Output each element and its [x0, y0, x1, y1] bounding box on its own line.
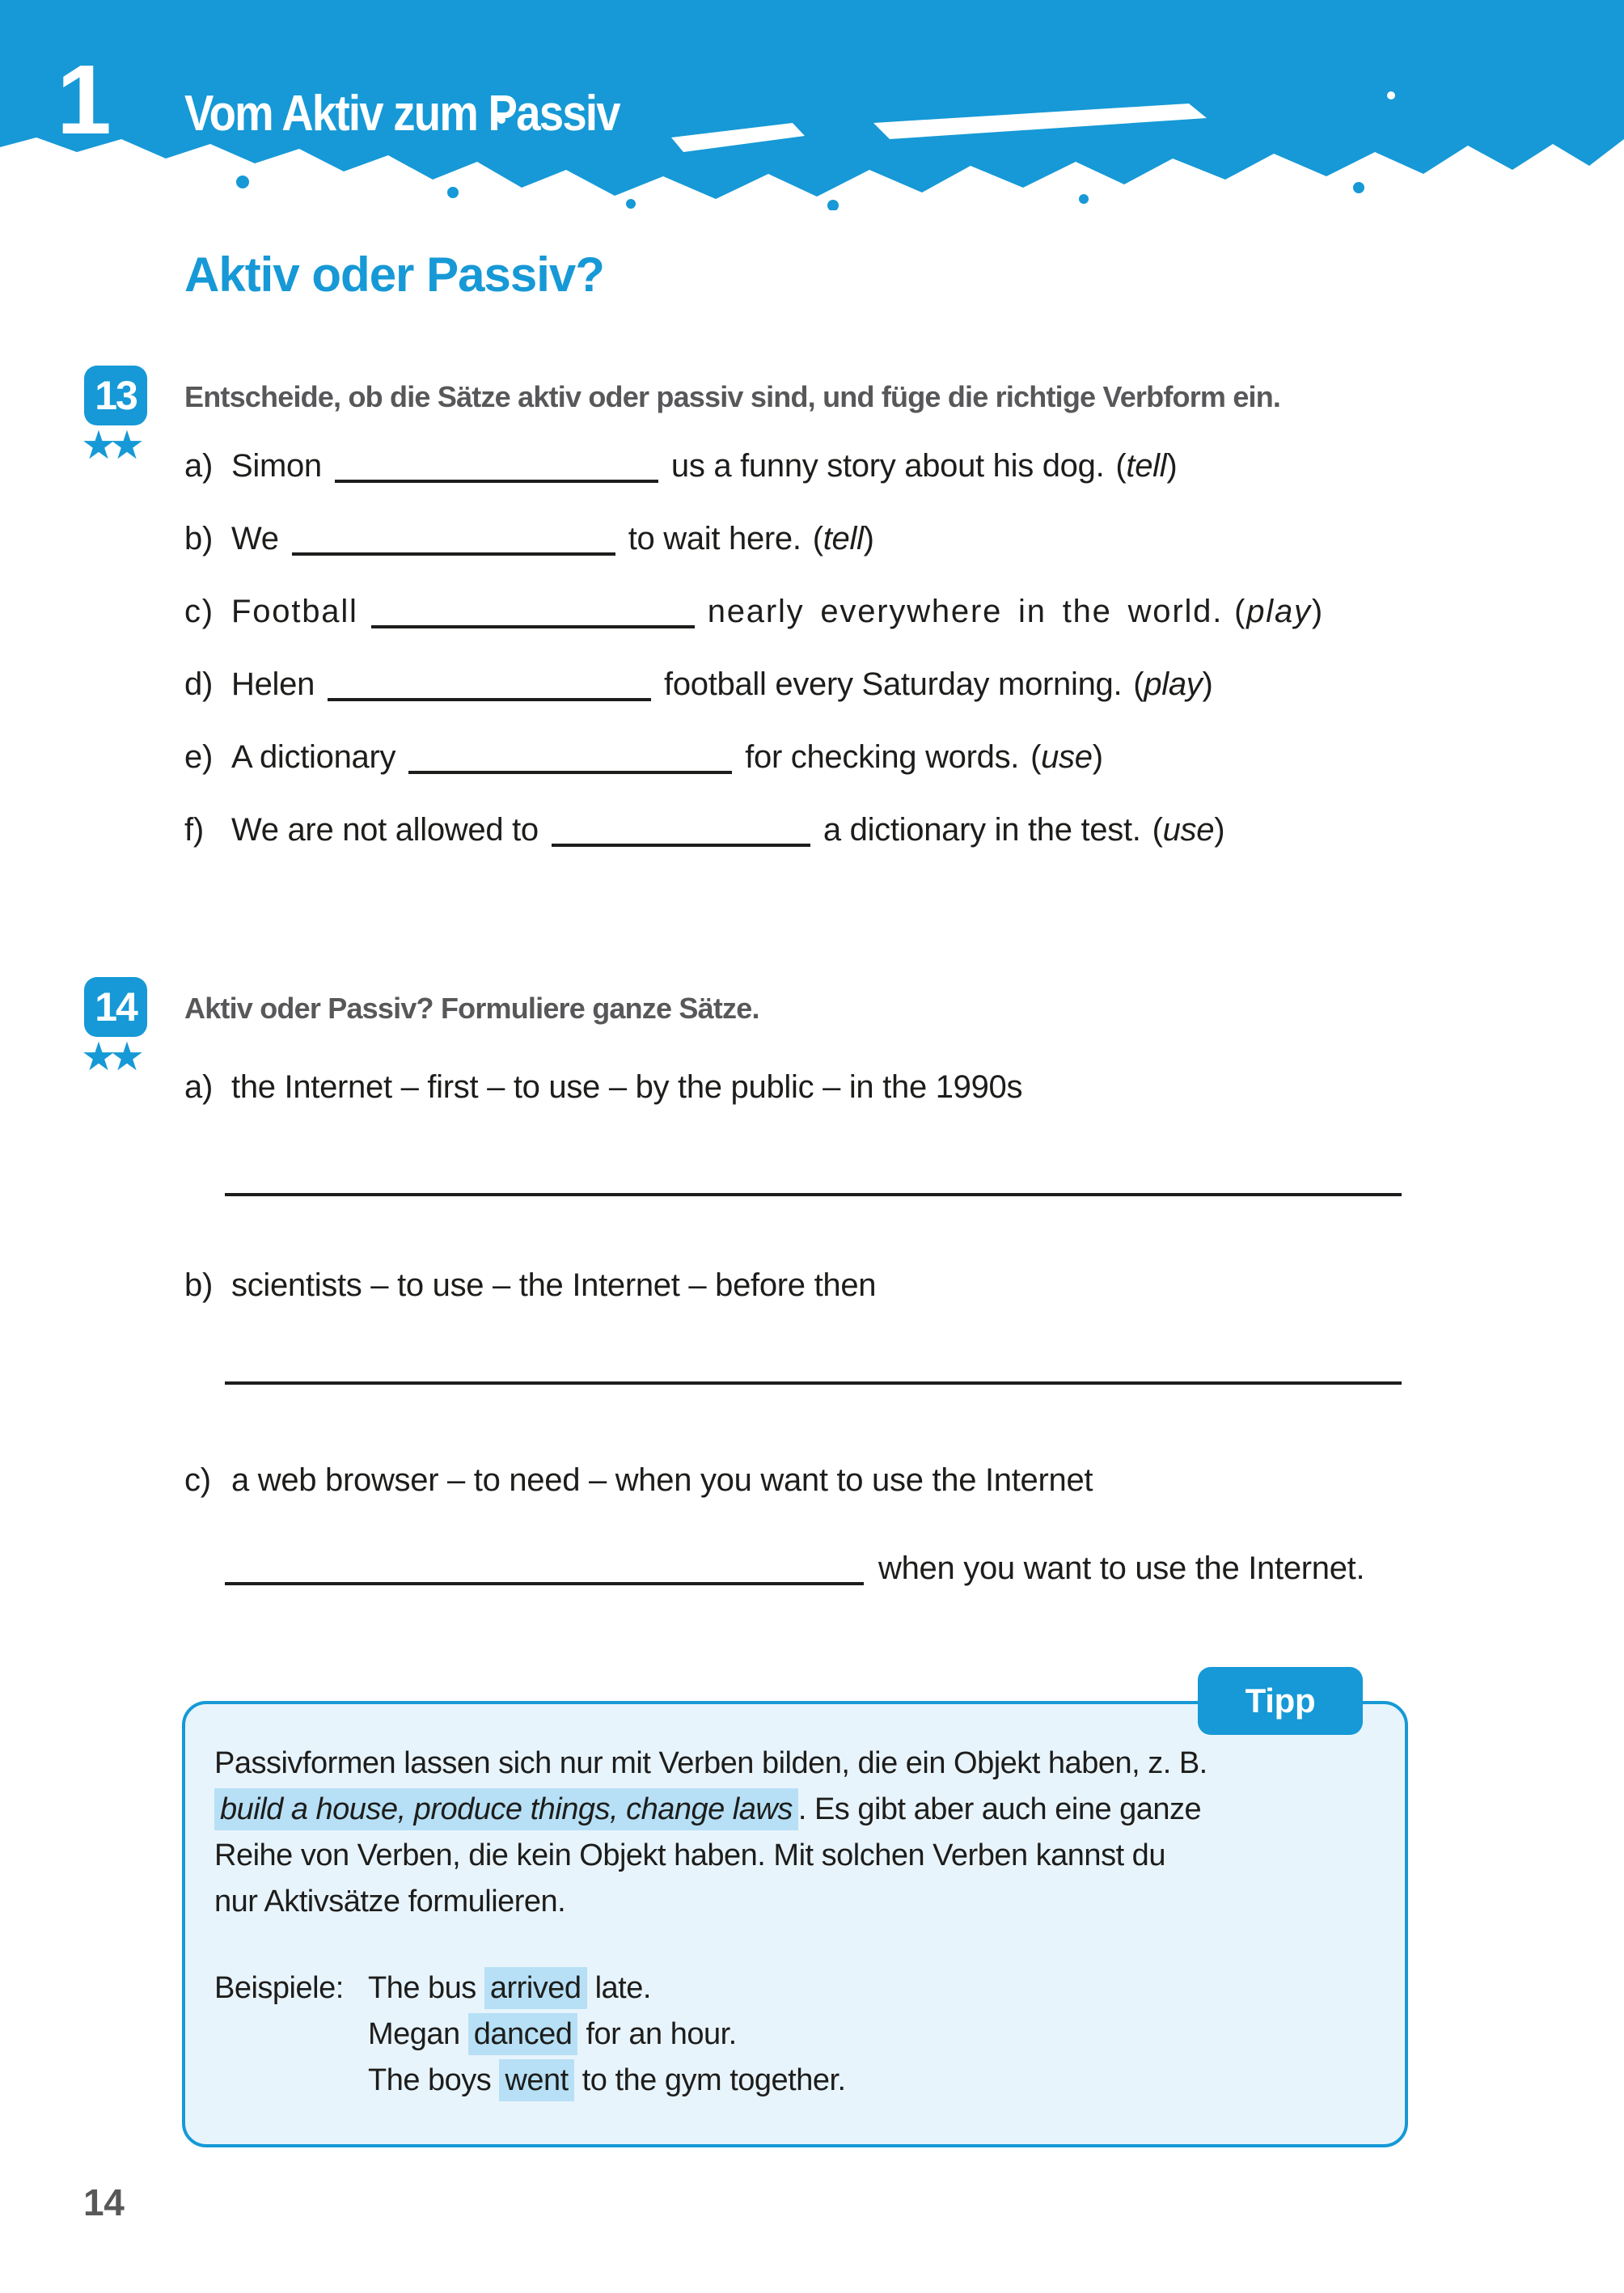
item-label: f) — [184, 812, 204, 848]
tip-text-line — [214, 1885, 1374, 1931]
example-text: The bus — [368, 1971, 484, 2005]
verb-hint — [1133, 666, 1212, 703]
sentence-prompt-c — [184, 1462, 1624, 1499]
item-label: e) — [184, 739, 213, 775]
answer-blank[interactable] — [371, 625, 695, 628]
page-title: Aktiv oder Passiv? — [184, 247, 604, 302]
answer-blank[interactable] — [328, 698, 651, 701]
exercise-14 — [0, 977, 1624, 1587]
paren: ( — [1030, 739, 1042, 775]
star-icon: ★ — [81, 1035, 109, 1079]
difficulty-stars — [81, 422, 173, 468]
verb-hint — [1115, 448, 1177, 484]
item-text-pre: A dictionary — [231, 739, 396, 775]
answer-line[interactable] — [225, 1193, 1402, 1196]
prompt-text: a web browser – to need – when you want to use the Internet — [231, 1462, 1093, 1498]
example-sentences — [368, 1971, 846, 2109]
prompt-text: scientists – to use – the Internet – before then — [231, 1267, 877, 1303]
fill-in-item-d — [184, 666, 1624, 739]
tip-text-line — [214, 1792, 1374, 1838]
sentence-prompt-b — [184, 1267, 1624, 1304]
paren: ) — [1166, 448, 1178, 484]
tip-tab — [1198, 1667, 1363, 1735]
item-text-pre: We — [231, 521, 279, 556]
answer-blank[interactable] — [408, 771, 732, 774]
exercise-14-badge-area — [81, 977, 173, 1080]
example-text: The boys — [368, 2063, 500, 2097]
exercise-14-instruction: Aktiv oder Passiv? Formuliere ganze Sätze. — [184, 992, 759, 1025]
exercise-number-badge — [84, 366, 147, 425]
paren: ) — [1092, 739, 1103, 775]
verb-hint — [1030, 739, 1103, 776]
exercise-14-items — [184, 1069, 1624, 1587]
exercise-13-items — [184, 448, 1624, 885]
verb-hint — [1152, 812, 1225, 848]
star-icon: ★ — [81, 424, 109, 467]
item-text-post: for checking words. — [745, 739, 1020, 775]
exercise-number: 14 — [95, 984, 137, 1030]
verb: use — [1162, 812, 1215, 848]
tip-text: Reihe von Verben, die kein Objekt haben. Mit solchen Verben kannst du — [214, 1838, 1165, 1872]
verb: tell — [823, 521, 864, 556]
tip-tab-label: Tipp — [1245, 1682, 1316, 1720]
example-sentence — [368, 2063, 846, 2109]
item-text-post: football every Saturday morning. — [664, 666, 1123, 702]
chapter-banner — [0, 0, 1624, 210]
item-text-post: a dictionary in the test. — [823, 812, 1141, 848]
tip-text: . Es gibt aber auch eine ganze — [797, 1792, 1202, 1826]
exercise-13 — [0, 366, 1624, 885]
paren: ) — [863, 521, 874, 556]
highlighted-verb: went — [499, 2059, 573, 2101]
answer-suffix-text: when you want to use the Internet. — [878, 1551, 1365, 1586]
answer-blank[interactable] — [552, 844, 810, 847]
item-text-pre: Simon — [231, 448, 322, 484]
tip-text-line — [214, 1746, 1374, 1792]
item-label: a) — [184, 448, 213, 484]
page-number: 14 — [83, 2181, 125, 2223]
answer-line[interactable] — [225, 1582, 864, 1585]
tip-text-line — [214, 1838, 1374, 1885]
item-label: b) — [184, 521, 213, 556]
item-text-pre: We are not allowed to — [231, 812, 539, 848]
paren: ) — [1202, 666, 1213, 702]
highlighted-phrase: build a house, produce things, change laws — [214, 1788, 798, 1830]
verb: play — [1144, 666, 1203, 702]
verb-hint — [1234, 594, 1324, 630]
item-text-pre: Helen — [231, 666, 315, 702]
highlighted-verb: arrived — [484, 1967, 587, 2009]
fill-in-item-a — [184, 448, 1624, 521]
paren: ( — [1133, 666, 1144, 702]
verb: use — [1041, 739, 1093, 775]
highlighted-verb: danced — [468, 2013, 578, 2055]
examples-label: Beispiele: — [214, 1971, 344, 2005]
item-label: a) — [184, 1069, 213, 1105]
paren: ( — [812, 521, 823, 556]
prompt-text: the Internet – first – to use – by the public – in the 1990s — [231, 1069, 1023, 1105]
tip-text: nur Aktivsätze formulieren. — [214, 1885, 566, 1919]
sentence-prompt-a — [184, 1069, 1624, 1106]
answer-blank[interactable] — [292, 552, 615, 556]
answer-line-with-suffix — [225, 1551, 1624, 1587]
item-text-post: to wait here. — [628, 521, 801, 556]
item-text-pre: Football — [231, 594, 358, 629]
item-label: c) — [184, 594, 214, 629]
examples-block — [214, 1971, 1374, 2109]
item-label: b) — [184, 1267, 213, 1303]
tip-text: Passivformen lassen sich nur mit Verben bilden, die ein Objekt haben, z. B. — [214, 1746, 1207, 1780]
paren: ( — [1152, 812, 1163, 848]
difficulty-stars — [81, 1034, 173, 1080]
fill-in-item-f — [184, 812, 1624, 885]
example-text: Megan — [368, 2017, 468, 2051]
exercise-number-badge — [84, 977, 147, 1037]
example-text: for an hour. — [577, 2017, 737, 2051]
answer-blank[interactable] — [335, 480, 658, 483]
exercise-13-badge-area — [81, 366, 173, 468]
example-text: to the gym together. — [573, 2063, 846, 2097]
paren: ( — [1115, 448, 1127, 484]
chapter-number: 1 — [57, 44, 112, 154]
item-text-post: nearly everywhere in the world. — [707, 594, 1224, 629]
star-icon: ★ — [108, 424, 137, 467]
tip-box — [182, 1682, 1408, 2147]
item-label: c) — [184, 1462, 211, 1498]
verb: play — [1246, 594, 1312, 629]
tip-content — [185, 1704, 1405, 2109]
star-icon: ★ — [108, 1035, 137, 1079]
fill-in-item-c — [184, 594, 1624, 666]
example-sentence — [368, 1971, 846, 2017]
example-text: late. — [586, 1971, 651, 2005]
chapter-title: Vom Aktiv zum Passiv — [184, 86, 620, 142]
example-sentence — [368, 2017, 846, 2063]
verb-hint — [813, 521, 874, 557]
answer-line[interactable] — [225, 1381, 1402, 1385]
paren: ( — [1234, 594, 1247, 629]
verb: tell — [1126, 448, 1167, 484]
paren: ) — [1311, 594, 1324, 629]
exercise-number: 13 — [95, 373, 137, 418]
fill-in-item-e — [184, 739, 1624, 812]
paren: ) — [1214, 812, 1225, 848]
exercise-13-instruction: Entscheide, ob die Sätze aktiv oder passiv sind, und füge die richtige Verbform ein. — [184, 380, 1281, 413]
fill-in-item-b — [184, 521, 1624, 594]
spacer — [214, 1931, 1374, 1971]
item-text-post: us a funny story about his dog. — [670, 448, 1105, 484]
item-label: d) — [184, 666, 213, 702]
